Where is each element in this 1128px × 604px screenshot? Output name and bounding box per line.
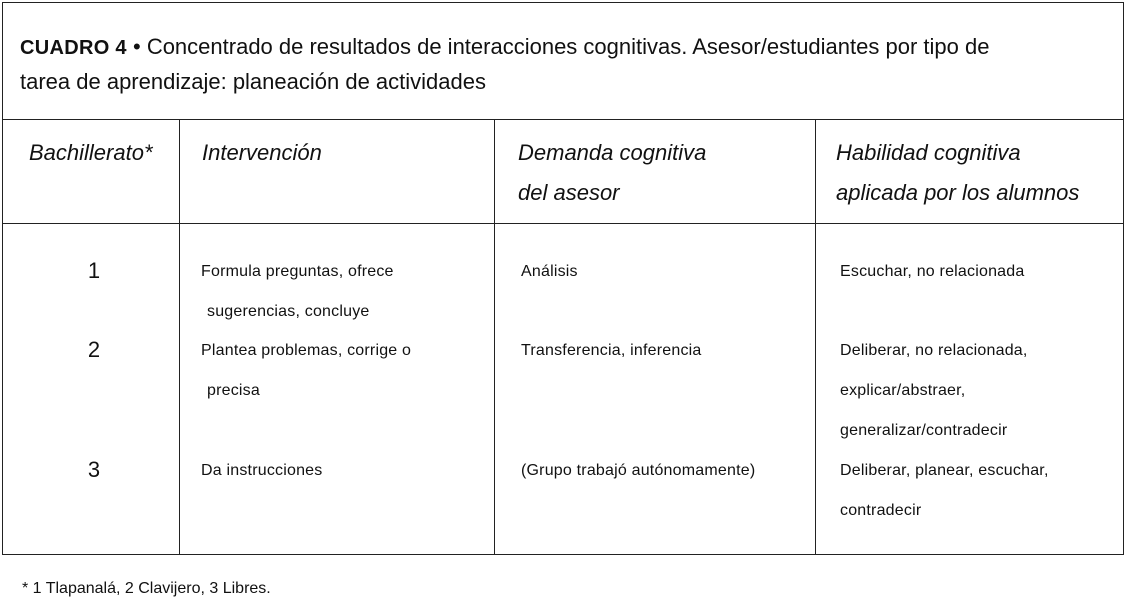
row-2-habilidad	[840, 331, 1028, 451]
caption-label: CUADRO 4	[20, 37, 127, 59]
header-habilidad	[836, 133, 1079, 213]
table-caption	[20, 30, 1110, 99]
row-1-demanda: Análisis	[521, 263, 578, 280]
header-demanda-line2: del asesor	[518, 180, 620, 205]
header-demanda	[518, 133, 706, 213]
row-2-habilidad-line1: Deliberar, no relacionada,	[840, 342, 1028, 359]
row-2-intervencion-line1: Plantea problemas, corrige o	[201, 342, 412, 359]
caption-title-line1: Concentrado de resultados de interacciones cognitivas. Asesor/estudiantes por tipo de	[146, 34, 990, 59]
column-divider-3	[815, 120, 816, 555]
row-1-intervencion	[201, 252, 394, 332]
row-2-demanda: Transferencia, inferencia	[521, 342, 702, 359]
row-2-intervencion-line2: precisa	[207, 382, 260, 399]
row-1-number: 1	[87, 258, 101, 283]
row-2-number: 2	[87, 337, 101, 362]
caption-divider	[2, 119, 1124, 120]
caption-bullet: •	[132, 34, 141, 59]
table-footnote: * 1 Tlapanalá, 2 Clavijero, 3 Libres.	[22, 580, 271, 597]
header-habilidad-line2: aplicada por los alumnos	[836, 180, 1080, 205]
row-3-habilidad	[840, 451, 1049, 531]
row-2-intervencion	[201, 331, 411, 411]
row-1-habilidad: Escuchar, no relacionada	[840, 263, 1025, 280]
column-divider-2	[494, 120, 495, 555]
row-3-number: 3	[87, 457, 101, 482]
header-intervencion: Intervención	[202, 140, 322, 165]
header-bachillerato: Bachillerato*	[29, 140, 153, 165]
row-2-habilidad-line2: explicar/abstraer,	[840, 382, 966, 399]
header-habilidad-line1: Habilidad cognitiva	[836, 140, 1021, 165]
row-3-intervencion: Da instrucciones	[201, 462, 323, 479]
row-3-demanda: (Grupo trabajó autónomamente)	[521, 462, 756, 479]
header-divider	[2, 223, 1124, 224]
row-3-habilidad-line2: contradecir	[840, 502, 922, 519]
column-divider-1	[179, 120, 180, 555]
row-1-intervencion-line1: Formula preguntas, ofrece	[201, 263, 394, 280]
row-2-habilidad-line3: generalizar/contradecir	[840, 422, 1008, 439]
row-1-intervencion-line2: sugerencias, concluye	[207, 303, 370, 320]
caption-title-line2: tarea de aprendizaje: planeación de actividades	[20, 69, 486, 94]
row-3-habilidad-line1: Deliberar, planear, escuchar,	[840, 462, 1049, 479]
header-demanda-line1: Demanda cognitiva	[518, 140, 707, 165]
